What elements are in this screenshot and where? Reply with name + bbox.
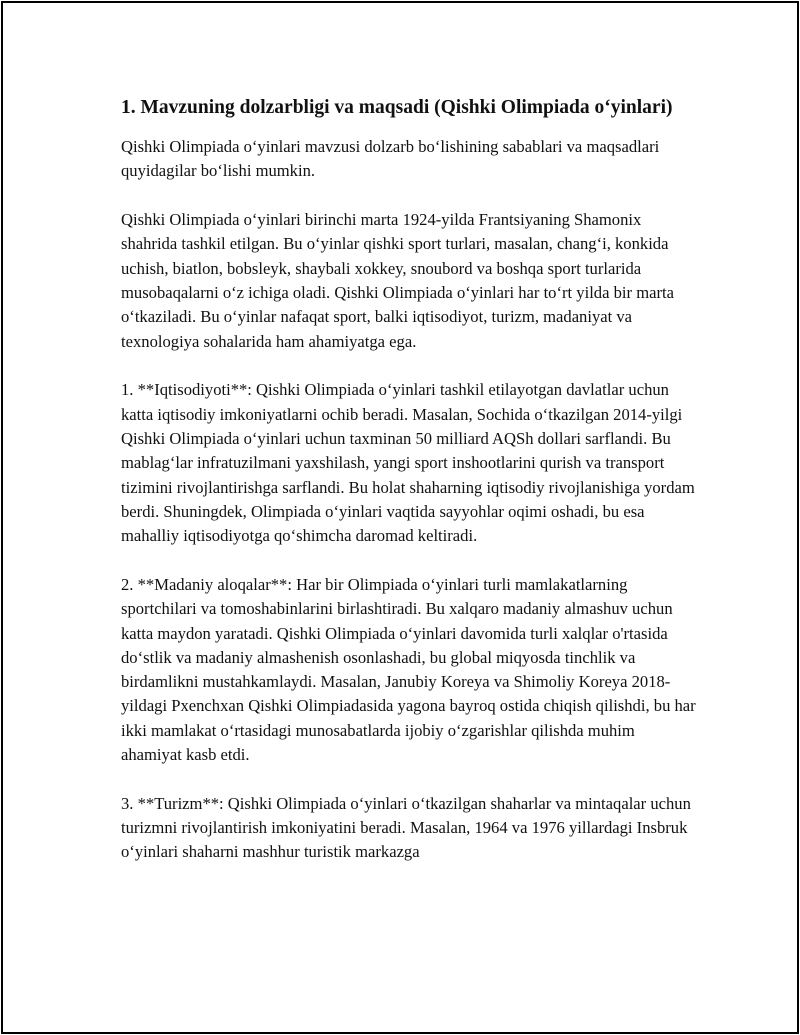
tourism-paragraph: 3. **Turizm**: Qishki Olimpiada o‘yinlari o‘tkazilgan shaharlar va mintaqalar uchun turizmni rivojlantirish imkoniyatini beradi. Masalan, 1964 va 1976 yillardagi Insbruk o‘yinlari shaharni mashhur turistik markazga: [121, 793, 691, 862]
intro-paragraph: Qishki Olimpiada o‘yinlari mavzusi dolzarb bo‘lishining sabablari va maqsadlari quyidagilar bo‘lishi mumkin.: [121, 137, 660, 181]
document-content: [121, 93, 696, 889]
economy-paragraph: 1. **Iqtisodiyoti**: Qishki Olimpiada o‘yinlari tashkil etilayotgan davlatlar uchun katta iqtisodiy imkoniyatlarni ochib beradi. Masalan, Sochida o‘tkazilgan 2014-yilgi Qishki Olimpiada o‘yinlari uchun taxminan 50 milliard AQSh dollari sarflandi. Bu mablag‘lar infratuzilmani yaxshilash, yangi sport inshootlarini qurish va transport tizimini rivojlantirishga sarflandi. Bu holat shaharning iqtisodiy rivojlanishiga yordam berdi. Shuningdek, Olimpiada o‘yinlari vaqtida sayyohlar oqimi oshadi, bu esa mahalliy iqtisodiyotga qo‘shimcha daromad keltiradi.: [121, 380, 695, 546]
document-page: [1, 1, 799, 1034]
history-paragraph: Qishki Olimpiada o‘yinlari birinchi marta 1924-yilda Frantsiyaning Shamonix shahrida tashkil etilgan. Bu o‘yinlar qishki sport turlari, masalan, chang‘i, konkida uchish, biatlon, bobsleyk, shaybali xokkey, snoubord va boshqa sport turlarida musobaqalarni o‘z ichiga oladi. Qishki Olimpiada o‘yinlari har to‘rt yilda bir marta o‘tkaziladi. Bu o‘yinlar nafaqat sport, balki iqtisodiyot, turizm, madaniyat va texnologiya sohalarida ham ahamiyatga ega.: [121, 210, 674, 351]
culture-paragraph: 2. **Madaniy aloqalar**: Har bir Olimpiada o‘yinlari turli mamlakatlarning sportchilari va tomoshabinlarini birlashtiradi. Bu xalqaro madaniy almashuv uchun katta maydon yaratadi. Qishki Olimpiada o‘yinlari davomida turli xalqlar o'rtasida do‘stlik va madaniy almashenish osonlashadi, bu global miqyosda tinchlik va birdamlikni mustahkamlaydi. Masalan, Janubiy Koreya va Shimoliy Koreya 2018-yildagi Pxenchxan Qishki Olimpiadasida yagona bayroq ostida chiqish qilishdi, bu har ikki mamlakat o‘rtasidagi munosabatlarda ijobiy o‘zgarishlar qilishda muhim ahamiyat kasb etdi.: [121, 574, 696, 765]
section-heading: 1. Mavzuning dolzarbligi va maqsadi (Qishki Olimpiada o‘yinlari): [121, 97, 673, 118]
